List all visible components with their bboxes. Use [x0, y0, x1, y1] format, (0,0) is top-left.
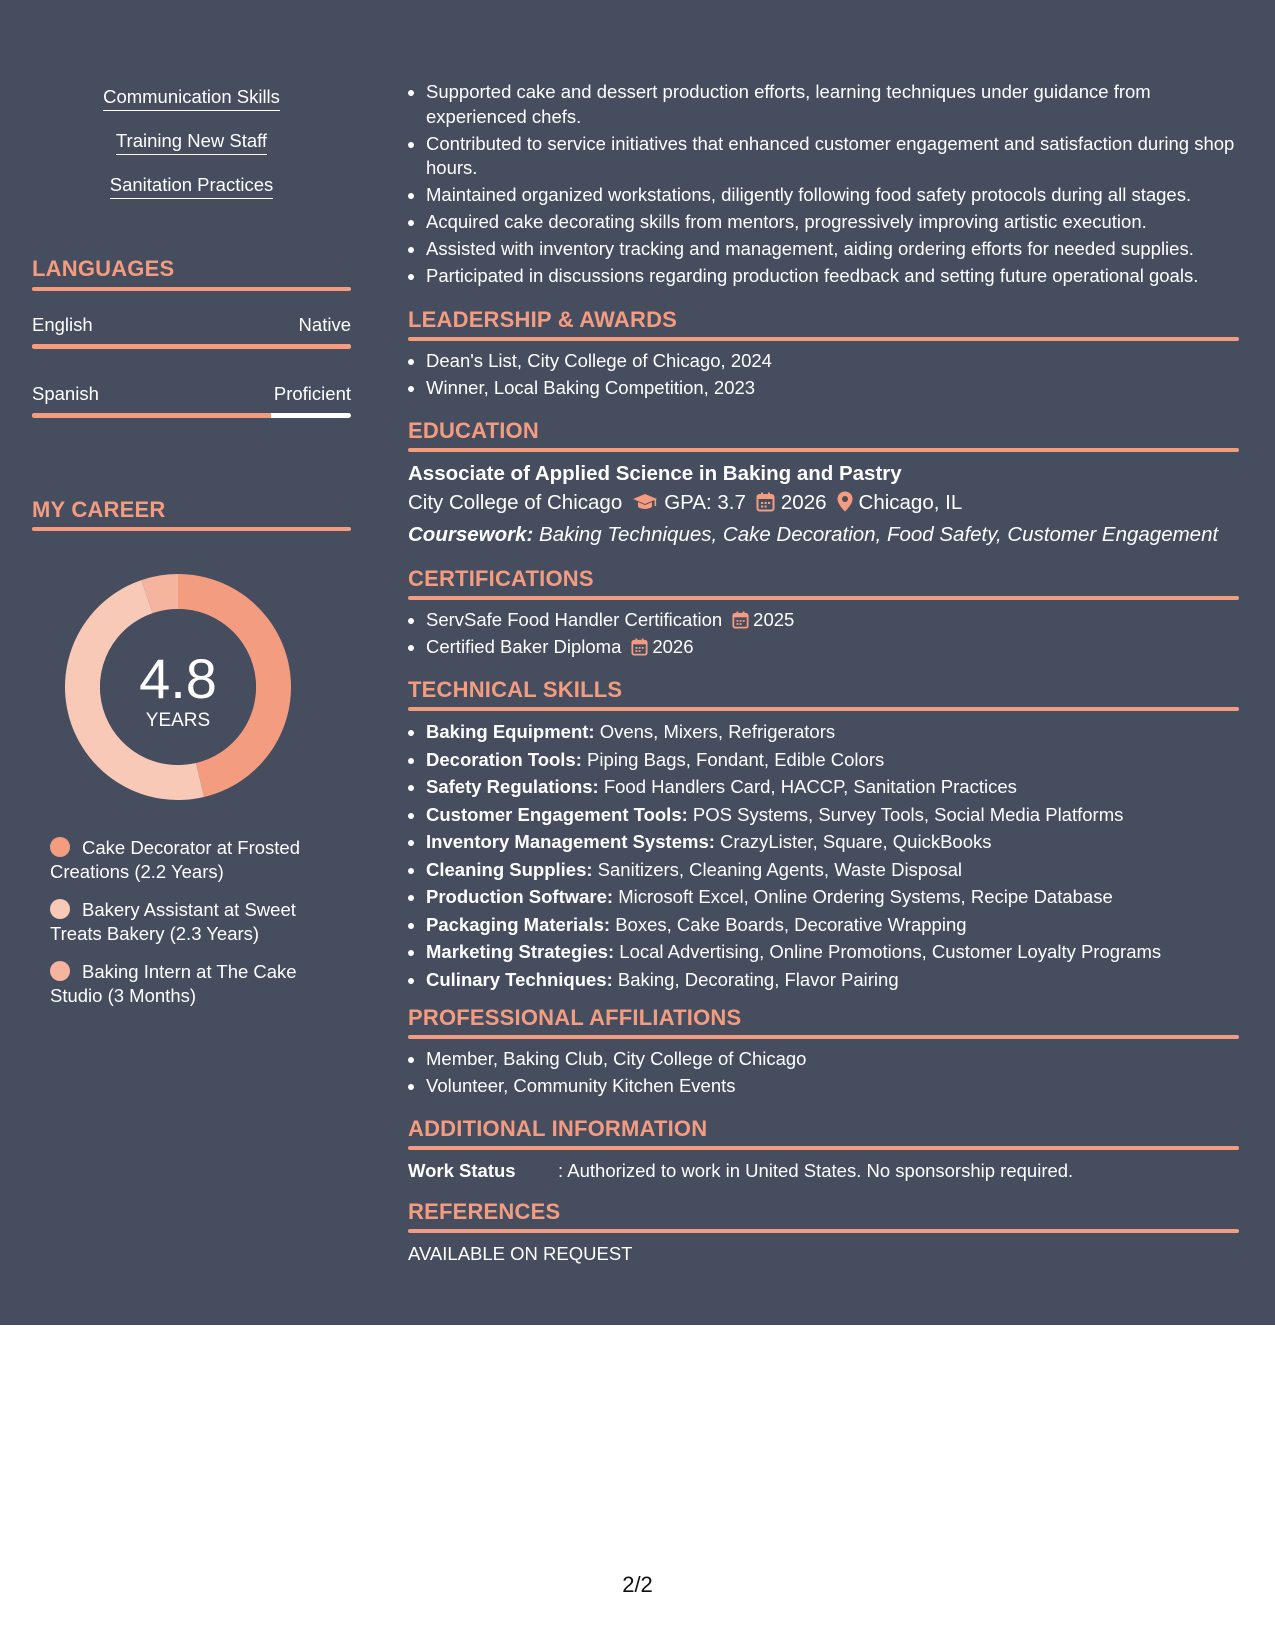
technical-skill-item [426, 857, 1239, 882]
section-rule [408, 448, 1239, 452]
skill-category: Cleaning Supplies: [426, 858, 593, 880]
career-legend-item [50, 898, 330, 946]
experience-bullet: • Contributed to service initiatives that enhanced customer engagement and satisfaction during shop hours. [426, 132, 1239, 181]
language-bar-fill [32, 344, 351, 349]
career-legend-item [50, 836, 330, 884]
affiliation-item: • Volunteer, Community Kitchen Events [426, 1074, 1239, 1099]
skill-values: CrazyLister, Square, QuickBooks [720, 831, 992, 852]
technical-skill-item [426, 829, 1239, 854]
technical-skill-item [426, 719, 1239, 744]
languages-heading: LANGUAGES [32, 256, 175, 281]
experience-bullet: • Assisted with inventory tracking and management, aiding ordering efforts for needed supplies. [426, 237, 1239, 262]
section-rule [408, 707, 1239, 711]
technical-skill-item [426, 774, 1239, 799]
leadership-item: • Winner, Local Baking Competition, 2023 [426, 376, 1239, 401]
calendar-icon [732, 611, 749, 629]
graduation-year: 2026 [780, 491, 827, 514]
technical-skill-item [426, 747, 1239, 772]
career-rule [32, 527, 351, 531]
leadership-heading: LEADERSHIP & AWARDS [408, 307, 678, 332]
career-total: 4.8 [139, 647, 217, 710]
career-unit: YEARS [145, 710, 211, 731]
technical-skill-item [426, 939, 1239, 964]
references-text: AVAILABLE ON REQUEST [408, 1243, 633, 1264]
certifications-section [408, 565, 1239, 662]
career-legend-item [50, 960, 330, 1008]
skill-category: Inventory Management Systems: [426, 831, 715, 852]
skill-category: Production Software: [426, 886, 614, 907]
language-level: Native [298, 314, 351, 335]
language-bar-fill [32, 413, 271, 418]
technical-skill-item [426, 912, 1239, 937]
career-heading: MY CAREER [32, 497, 166, 522]
skills-list [32, 86, 351, 218]
skill-values: Boxes, Cake Boards, Decorative Wrapping [615, 913, 967, 935]
skill-values: Sanitizers, Cleaning Agents, Waste Disposal [597, 858, 963, 880]
career-legend [50, 836, 330, 1022]
additional-info-heading: ADDITIONAL INFORMATION [408, 1116, 708, 1141]
coursework-label: Coursework: [408, 523, 534, 546]
experience-bullets [408, 80, 1239, 291]
skill-category: Culinary Techniques: [426, 968, 613, 990]
skill-category: Decoration Tools: [426, 748, 582, 770]
education-meta [408, 488, 1239, 518]
gpa: GPA: 3.7 [664, 491, 746, 514]
skill-category: Baking Equipment: [426, 721, 595, 742]
experience-bullet: • Participated in discussions regarding production feedback and setting future operational goals. [426, 264, 1239, 289]
skill-category: Customer Engagement Tools: [426, 803, 688, 825]
section-rule [408, 1146, 1239, 1150]
work-status-value: : Authorized to work in United States. No sponsorship required. [558, 1160, 1074, 1181]
affiliations-section [408, 1004, 1239, 1101]
career-legend-label: Baking Intern at The Cake Studio (3 Months) [50, 961, 297, 1006]
skill-values: Local Advertising, Online Promotions, Customer Loyalty Programs [619, 941, 1162, 962]
language-name: English [32, 314, 93, 335]
references-heading: REFERENCES [408, 1199, 561, 1224]
skill-values: Ovens, Mixers, Refrigerators [599, 721, 836, 742]
technical-skills-section [408, 676, 1239, 994]
degree-title: Associate of Applied Science in Baking and Pastry [408, 462, 902, 485]
legend-dot-icon [50, 899, 70, 919]
coursework-list: Baking Techniques, Cake Decoration, Food Safety, Customer Engagement [539, 523, 1219, 546]
certification-name: ServSafe Food Handler Certification [426, 609, 723, 630]
technical-skill-item [426, 884, 1239, 909]
legend-dot-icon [50, 837, 70, 857]
certification-year: 2026 [652, 636, 694, 657]
section-rule [408, 596, 1239, 600]
certification-name: Certified Baker Diploma [426, 636, 622, 657]
certification-year: 2025 [753, 609, 795, 630]
education-heading: EDUCATION [408, 418, 539, 443]
technical-skill-item [426, 802, 1239, 827]
calendar-icon [631, 638, 648, 656]
career-legend-label: Bakery Assistant at Sweet Treats Bakery (2.3 Years) [50, 899, 296, 944]
technical-skill-item [426, 967, 1239, 992]
career-legend-label: Cake Decorator at Frosted Creations (2.2 Years) [50, 837, 300, 882]
language-bar [32, 344, 351, 349]
experience-bullet: • Supported cake and dessert production efforts, learning techniques under guidance from experienced chefs. [426, 80, 1239, 129]
skill-item: Communication Skills [103, 86, 280, 111]
skill-values: Baking, Decorating, Flavor Pairing [617, 968, 899, 990]
certification-item [426, 635, 1239, 660]
page-number: 2/2 [622, 1572, 653, 1597]
skill-item: Sanitation Practices [110, 174, 274, 199]
language-name: Spanish [32, 383, 99, 404]
language-level: Proficient [273, 383, 351, 404]
legend-dot-icon [50, 961, 70, 981]
skill-values: POS Systems, Survey Tools, Social Media Platforms [692, 803, 1124, 825]
work-status-label: Work Status [408, 1160, 516, 1181]
certification-item [426, 608, 1239, 633]
additional-info-section [408, 1115, 1239, 1184]
section-rule [408, 337, 1239, 341]
career-donut-chart [65, 574, 291, 800]
coursework [408, 518, 1239, 552]
references-section [408, 1198, 1239, 1267]
skill-item: Training New Staff [116, 130, 267, 155]
leadership-item: • Dean's List, City College of Chicago, 2024 [426, 349, 1239, 374]
section-rule [408, 1229, 1239, 1233]
graduation-cap-icon [632, 492, 658, 512]
skill-values: Microsoft Excel, Online Ordering Systems, Recipe Database [618, 886, 1113, 907]
languages-rule [32, 287, 351, 291]
language-bar [32, 413, 351, 418]
location-pin-icon [837, 491, 853, 512]
technical-skills-heading: TECHNICAL SKILLS [408, 677, 623, 702]
experience-bullet: • Acquired cake decorating skills from mentors, progressively improving artistic execution. [426, 210, 1239, 235]
education-section [408, 417, 1239, 552]
affiliations-heading: PROFESSIONAL AFFILIATIONS [408, 1005, 742, 1030]
skill-category: Marketing Strategies: [426, 941, 615, 962]
leadership-section [408, 306, 1239, 403]
affiliation-item: • Member, Baking Club, City College of Chicago [426, 1047, 1239, 1072]
school-name: City College of Chicago [408, 491, 623, 514]
certifications-heading: CERTIFICATIONS [408, 566, 594, 591]
calendar-icon [756, 492, 775, 512]
skill-values: Piping Bags, Fondant, Edible Colors [587, 748, 885, 770]
section-rule [408, 1035, 1239, 1039]
skill-category: Packaging Materials: [426, 913, 611, 935]
skill-category: Safety Regulations: [426, 776, 599, 797]
skill-values: Food Handlers Card, HACCP, Sanitation Practices [603, 776, 1017, 797]
work-status-row [408, 1158, 1239, 1184]
school-location: Chicago, IL [858, 491, 963, 514]
experience-bullet: • Maintained organized workstations, diligently following food safety protocols during all stages. [426, 183, 1239, 208]
